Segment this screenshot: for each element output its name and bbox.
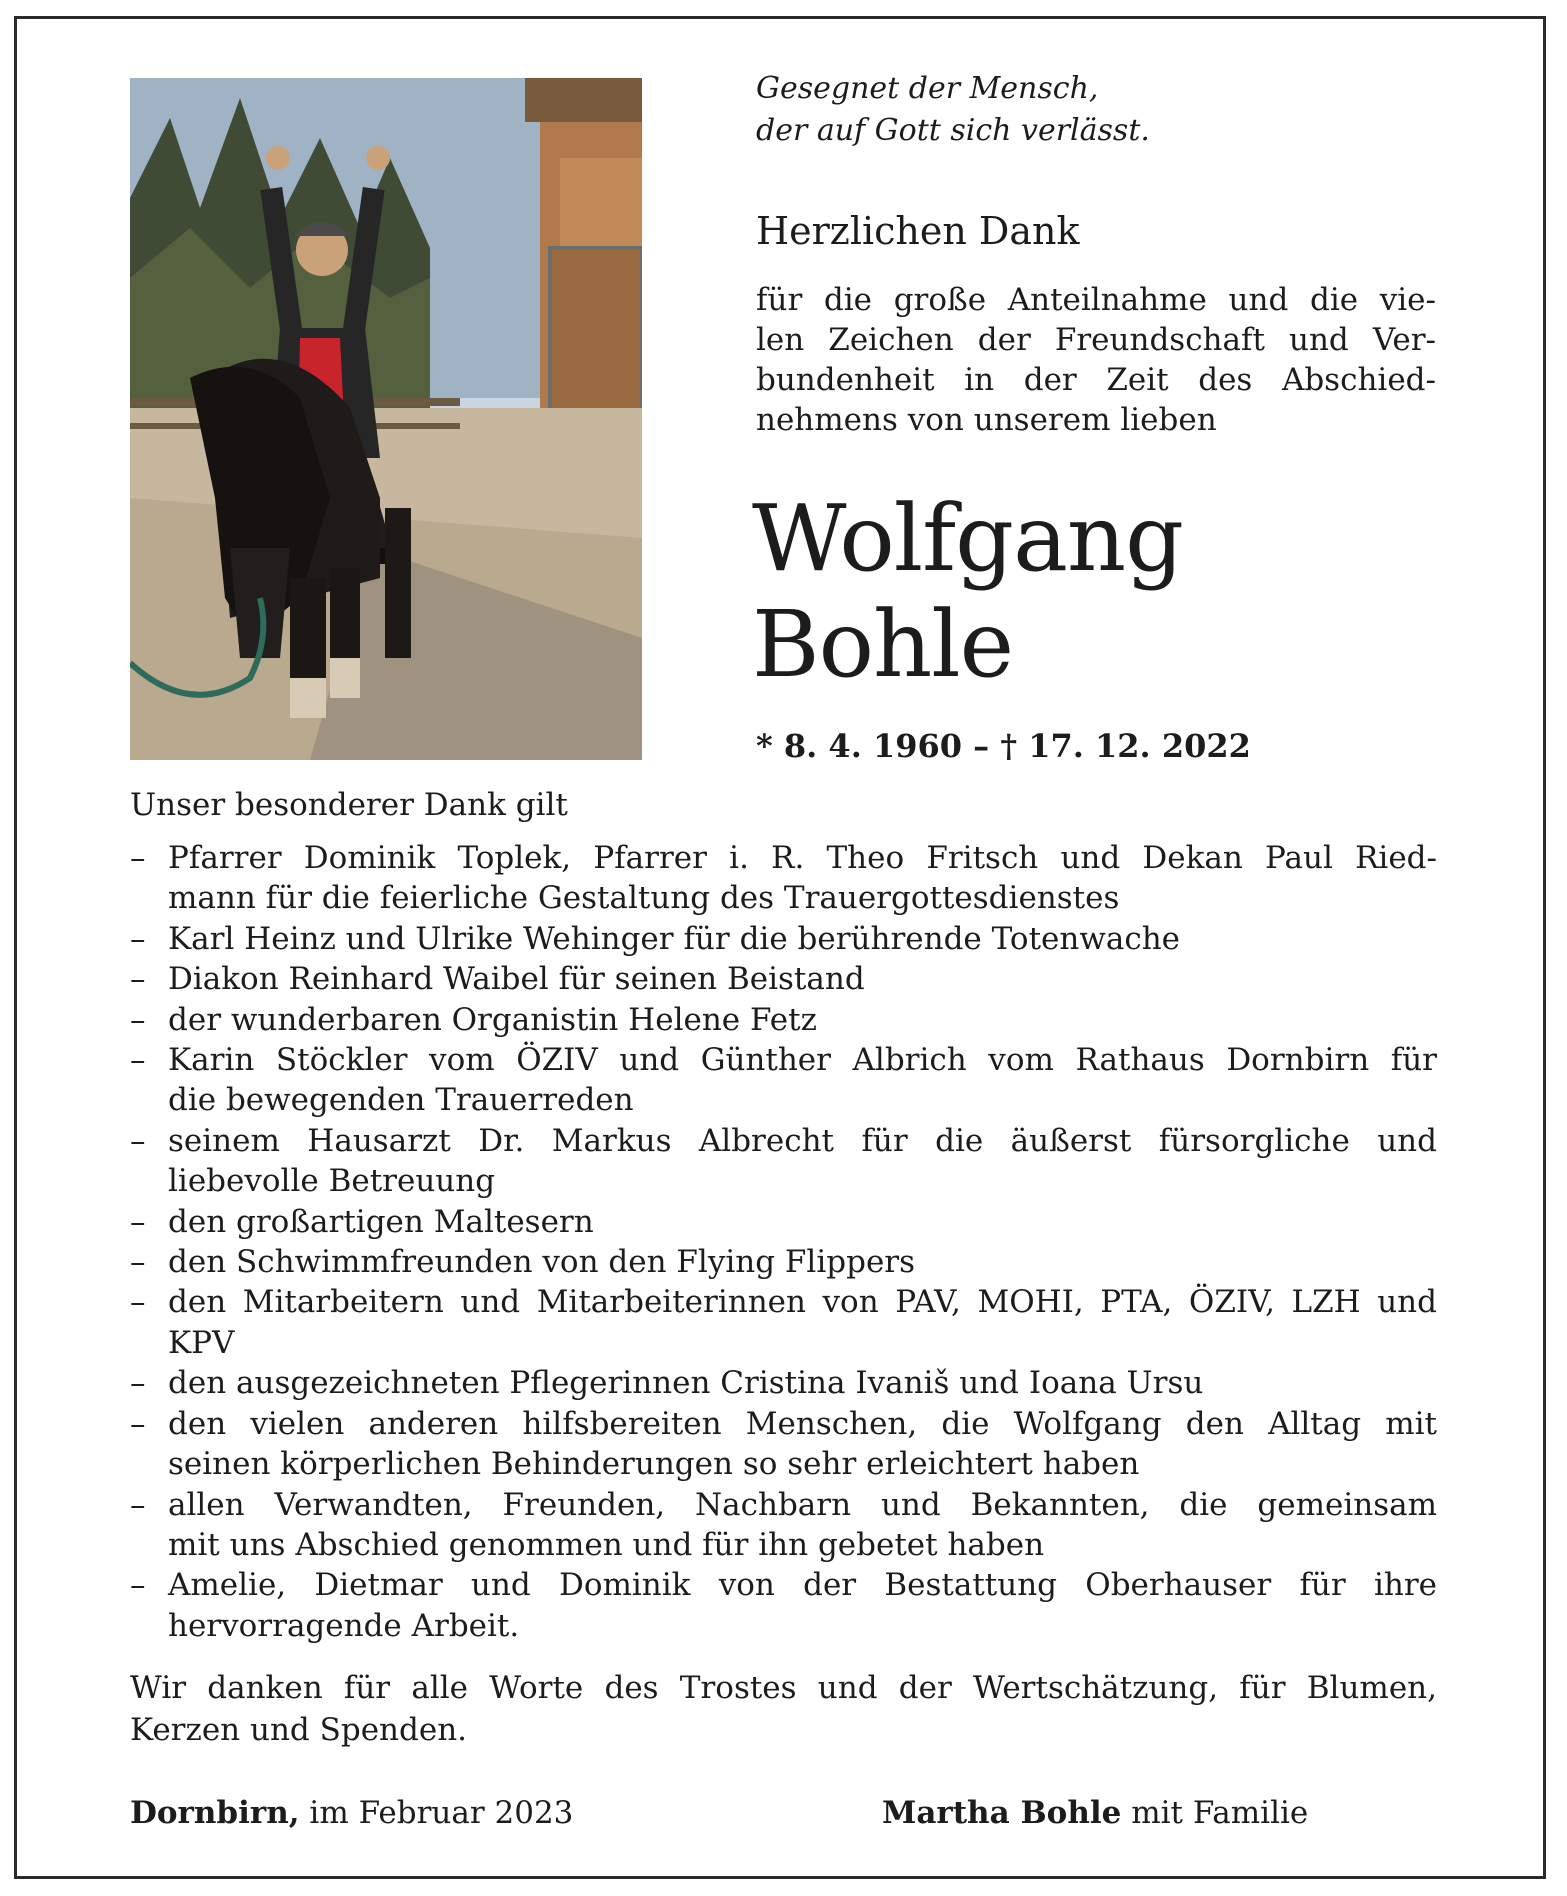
item-line: den vielen anderen hilfsbereiten Menschen, die Wolfgang den Alltag mit — [168, 1405, 1437, 1442]
list-item — [130, 1202, 1437, 1242]
list-item — [130, 838, 1437, 919]
bible-verse — [756, 68, 1150, 152]
intro-line: len Zeichen der Freundschaft und Ver- — [756, 322, 1436, 358]
item-line: liebevolle Betreuung — [168, 1163, 496, 1200]
item-line: mit uns Abschied genommen und für ihn gebetet haben — [168, 1526, 1045, 1563]
closing-line: Wir danken für alle Worte des Trostes und der Wertschätzung, für Blumen, — [130, 1670, 1437, 1706]
list-item — [130, 1404, 1437, 1485]
thanks-heading: Herzlichen Dank — [756, 209, 1080, 253]
dash: – — [130, 1122, 146, 1159]
signer-suffix: mit Familie — [1131, 1795, 1309, 1831]
item-line: mann für die feierliche Gestaltung des Trauergottesdienstes — [168, 880, 1120, 917]
list-item — [130, 1040, 1437, 1121]
item-line: allen Verwandten, Freunden, Nachbarn und Bekannten, die gemeinsam — [168, 1486, 1437, 1523]
list-item — [130, 1282, 1437, 1363]
intro-line: für die große Anteilnahme und die vie- — [756, 282, 1436, 318]
dash: – — [130, 840, 146, 876]
item-line: den Mitarbeitern und Mitarbeiterinnen von PAV, MOHI, PTA, ÖZIV, LZH und — [168, 1284, 1437, 1321]
intro-line: bundenheit in der Zeit des Abschied- — [756, 362, 1436, 398]
list-item — [130, 1485, 1437, 1566]
verse-line: Gesegnet der Mensch, — [756, 71, 1099, 106]
item-line: Diakon Reinhard Waibel für seinen Beistand — [168, 961, 865, 998]
list-item — [130, 919, 1437, 959]
dash: – — [130, 1001, 146, 1038]
list-lead: Unser besonderer Dank gilt — [130, 787, 568, 823]
item-line: den ausgezeichneten Pflegerinnen Cristina Ivaniš und Ioana Ursu — [168, 1365, 1204, 1402]
dash: – — [130, 1042, 146, 1079]
dash: – — [130, 1365, 146, 1402]
deceased-name — [752, 486, 1183, 698]
date-text: im Februar 2023 — [309, 1795, 574, 1831]
dash: – — [130, 1284, 146, 1321]
item-line: Karin Stöckler vom ÖZIV und Günther Albrich vom Rathaus Dornbirn für — [168, 1042, 1437, 1079]
signature — [882, 1795, 1308, 1831]
closing-paragraph — [130, 1667, 1437, 1751]
item-line: der wunderbaren Organistin Helene Fetz — [168, 1001, 817, 1038]
dash: – — [130, 961, 146, 998]
dash: – — [130, 1486, 146, 1523]
dash: – — [130, 1203, 146, 1240]
item-line: seinem Hausarzt Dr. Markus Albrecht für die äußerst fürsorgliche und — [168, 1122, 1437, 1159]
item-line: Pfarrer Dominik Toplek, Pfarrer i. R. Theo Fritsch und Dekan Paul Ried- — [168, 840, 1437, 876]
life-dates: * 8. 4. 1960 – † 17. 12. 2022 — [756, 727, 1251, 765]
signer-name: Martha Bohle — [882, 1795, 1122, 1831]
thanks-list — [130, 838, 1437, 1646]
item-line: KPV — [168, 1324, 235, 1361]
item-line: Amelie, Dietmar und Dominik von der Bestattung Oberhauser für ihre — [168, 1567, 1437, 1604]
list-item — [130, 959, 1437, 999]
dash: – — [130, 1405, 146, 1442]
place-city: Dornbirn, — [130, 1795, 300, 1831]
dash: – — [130, 1567, 146, 1604]
verse-line: der auf Gott sich verlässt. — [756, 113, 1150, 148]
dash: – — [130, 1244, 146, 1281]
first-name: Wolfgang — [752, 485, 1184, 592]
list-item — [130, 1121, 1437, 1202]
portrait-photo — [130, 78, 642, 760]
item-line: die bewegenden Trauerreden — [168, 1082, 634, 1119]
list-item — [130, 1242, 1437, 1282]
list-item — [130, 1000, 1437, 1040]
list-item — [130, 1565, 1437, 1646]
place-date — [130, 1795, 573, 1831]
last-name: Bohle — [752, 591, 1014, 698]
intro-paragraph — [756, 280, 1436, 440]
closing-line: Kerzen und Spenden. — [130, 1712, 468, 1748]
item-line: seinen körperlichen Behinderungen so sehr erleichtert haben — [168, 1446, 1140, 1483]
list-item — [130, 1363, 1437, 1403]
item-line: den Schwimmfreunden von den Flying Flippers — [168, 1244, 916, 1281]
item-line: hervorragende Arbeit. — [168, 1607, 520, 1644]
intro-line: nehmens von unserem lieben — [756, 402, 1217, 438]
item-line: Karl Heinz und Ulrike Wehinger für die berührende Totenwache — [168, 920, 1181, 957]
dash: – — [130, 920, 146, 957]
item-line: den großartigen Maltesern — [168, 1203, 594, 1240]
